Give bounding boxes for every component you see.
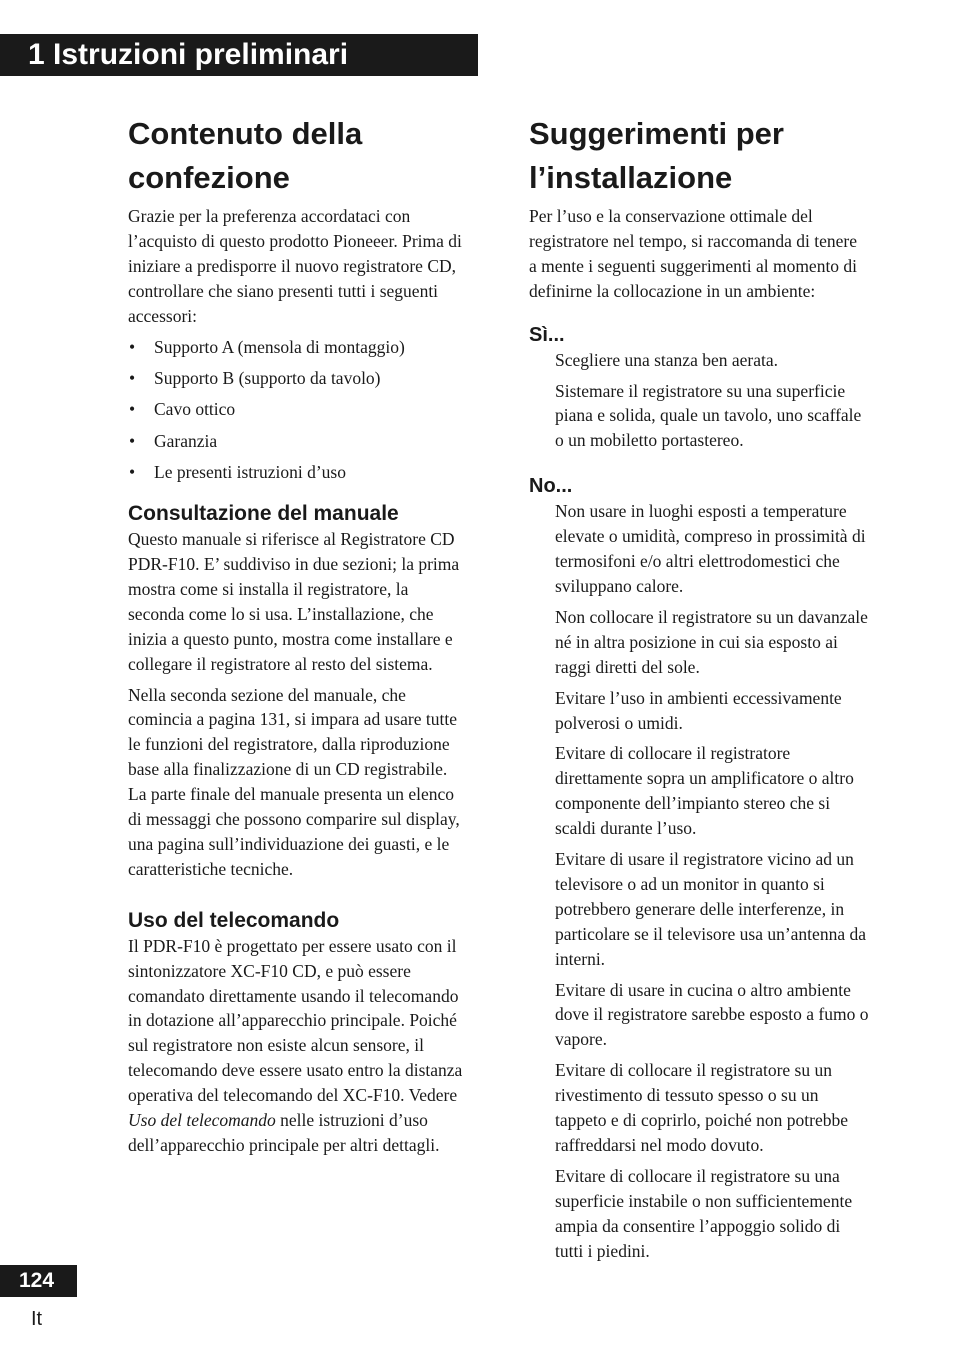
list-item: • Cavo ottico [128, 397, 468, 422]
list-item: Evitare di collocare il registratore direttamente sopra un amplificatore o altro componente dell’impianto stereo che si scaldi durante l’uso. [555, 743, 854, 839]
remote-heading: Uso del telecomando [128, 908, 340, 932]
list-item: Non usare in luoghi esposti a temperature elevate o umidità, compreso in prossimità di termosifoni e/o altri elettrodomestici che sviluppano calore. [555, 501, 866, 596]
list-item: • Le presenti istruzioni d’uso [128, 460, 468, 485]
yes-list [529, 348, 869, 454]
no-heading: No... [529, 475, 573, 498]
manual-heading: Consultazione del manuale [128, 502, 399, 526]
list-item: Evitare di collocare il registratore su una superficie instabile o non sufficientemente ampia da consentire l’appoggio solido di tutti i piedini. [555, 1165, 853, 1261]
installation-intro: Per l’uso e la conservazione ottimale del registratore nel tempo, si raccomanda di tenere a mente i seguenti suggerimenti al momento di definirne la collocazione in un ambiente: [529, 206, 858, 301]
chapter-title: 1 Istruzioni preliminari [0, 34, 478, 76]
installation-heading [529, 112, 869, 200]
heading-line: confezione [128, 160, 290, 195]
heading-line: Suggerimenti per [529, 116, 784, 151]
package-contents-heading [128, 112, 468, 200]
manual-paragraph: Nella seconda sezione del manuale, che comincia a pagina 131, si impara ad usare tutte le funzioni del registratore, dalla riproduzione base alla finalizzazione di un CD registrabile. La parte finale del manuale presenta un elenco di messaggi che possono comparire sul display, una pagina sull’individuazione dei guasti, e le caratteristiche tecniche. [128, 684, 460, 879]
text-run: Il PDR-F10 è progettato per essere usato con il sintonizzatore XC-F10 CD, e può essere comandato direttamente usando il telecomando in dotazione all’apparecchio principale. Poiché sul registratore non esiste alcun sensore, il telecomando deve essere usato entro la distanza operativa del telecomando del XC-F10. Vedere [128, 935, 463, 1106]
page-number: 124 [0, 1265, 77, 1297]
list-item: • Supporto B (supporto da tavolo) [128, 366, 468, 391]
list-item: Evitare di usare in cucina o altro ambiente dove il registratore sarebbe esposto a fumo o vapore. [555, 979, 869, 1050]
yes-heading: Sì... [529, 323, 565, 346]
accessory-list [128, 335, 468, 486]
list-item: Scegliere una stanza ben aerata. [555, 349, 778, 370]
left-column [128, 112, 468, 1164]
remote-paragraph [128, 934, 468, 1158]
text-run-italic: Uso del telecomando [128, 1110, 276, 1131]
list-item: Sistemare il registratore su una superficie piana e solida, quale un tavolo, uno scaffale o un mobiletto portastereo. [555, 380, 862, 451]
list-item: Evitare di collocare il registratore su un rivestimento di tessuto spesso o su un tappeto e di coprirlo, poiché non potrebbe raffreddarsi nel modo dovuto. [555, 1060, 849, 1155]
no-list [529, 499, 869, 1263]
list-item: • Garanzia [128, 429, 468, 454]
manual-paragraph: Questo manuale si riferisce al Registratore CD PDR-F10. E’ suddiviso in due sezioni; la prima mostra come si installa il registratore, la seconda come lo si usa. L’installazione, che inizia a questo punto, mostra come installare e collegare il registratore al resto del sistema. [128, 529, 460, 674]
right-column [529, 112, 869, 1270]
heading-line: l’installazione [529, 160, 733, 195]
list-item: Evitare di usare il registratore vicino ad un televisore o ad un monitor in quanto si potrebbero generare delle interferenze, in particolare se il televisore usa un’antenna da interni. [555, 849, 866, 969]
list-item: • Supporto A (mensola di montaggio) [128, 335, 468, 360]
list-item: Non collocare il registratore su un davanzale né in altra posizione in cui sia esposto ai raggi diretti del sole. [555, 606, 868, 677]
text-run: nelle istruzioni d’uso dell’apparecchio principale per altri dettagli. [128, 1110, 440, 1155]
language-code: It [31, 1308, 43, 1330]
package-intro: Grazie per la preferenza accordataci con l’acquisto di questo prodotto Pioneeer. Prima di iniziare a predisporre il nuovo registratore CD, controllare che siano presenti tutti i seguenti accessori: [128, 206, 462, 326]
list-item: Evitare l’uso in ambienti eccessivamente polverosi o umidi. [555, 687, 842, 733]
heading-line: Contenuto della [128, 116, 363, 151]
